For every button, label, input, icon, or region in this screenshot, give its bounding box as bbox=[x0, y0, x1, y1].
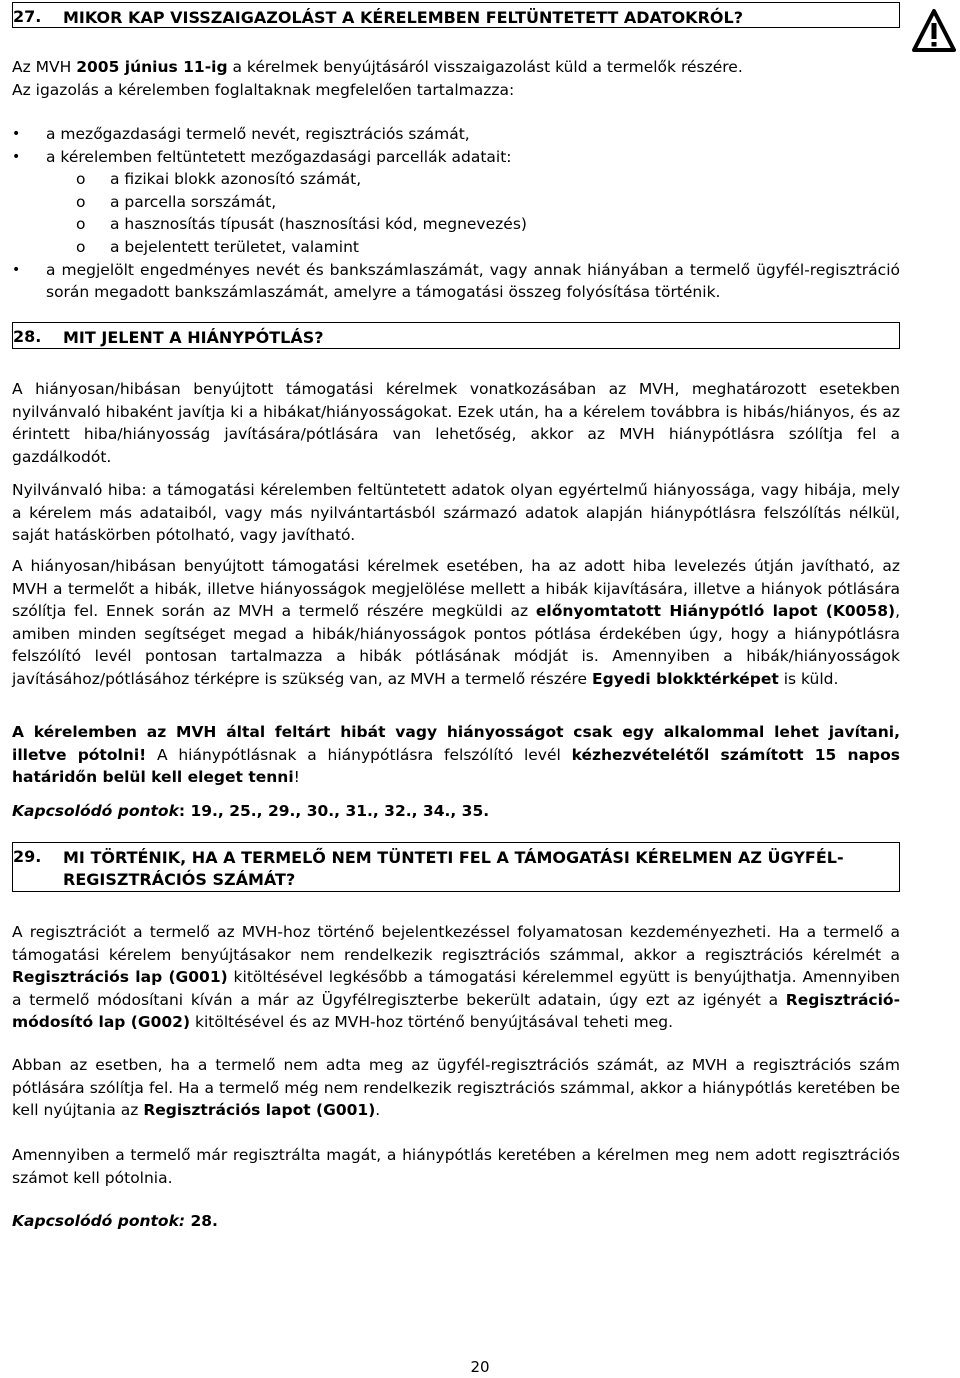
text: , amiben minden segítséget megad a hibák/hiányosságok pontos pótlása érdekében úgy, hogy a hiánypótlásra felszólító levél pontosan tartalmazza a hibák pótlásának módját is. Amennyiben a hibák/hiányosságok javításához/pótlásához térképre is szükség van, az MVH a termelő részére bbox=[12, 602, 900, 688]
s29-paragraph-2 bbox=[12, 1054, 900, 1122]
section-title: MIT JELENT A HIÁNYPÓTLÁS? bbox=[63, 328, 324, 347]
sub-list-item: o a hasznosítás típusát (hasznosítási kód, megnevezés) bbox=[12, 213, 900, 236]
s27-list bbox=[12, 123, 900, 304]
warning-triangle-icon bbox=[912, 8, 956, 54]
related-label: Kapcsolódó pontok bbox=[12, 802, 179, 820]
s29-paragraph-3: Amennyiben a termelő már regisztrálta magát, a hiánypótlás keretében a kérelmen meg nem adott regisztrációs számot kell pótolnia. bbox=[12, 1146, 900, 1187]
s28-paragraph-4 bbox=[12, 721, 900, 789]
section-number: 29. bbox=[13, 847, 42, 866]
sub-list-item: o a fizikai blokk azonosító számát, bbox=[12, 168, 900, 191]
section-title: MIKOR KAP VISSZAIGAZOLÁST A KÉRELEMBEN FELTÜNTETETT ADATOKRÓL? bbox=[63, 8, 743, 27]
text: kitöltésével legkésőbb a támogatási kérelemmel együtt is benyújthatja. Amennyiben a termelő módosítani kíván a már az Ügyfélregiszterbe bekerült adatain, úgy ezt az igényét a bbox=[12, 968, 901, 1009]
emphasis-text: kézhezvételétől számított 15 napos határidőn belül kell eleget tenni bbox=[12, 745, 901, 787]
text: is küld. bbox=[778, 669, 839, 688]
text: A hiánypótlásnak a hiánypótlásra felszólító levél bbox=[146, 745, 572, 764]
section-title: MI TÖRTÉNIK, HA A TERMELŐ NEM TÜNTETI FEL A TÁMOGATÁSI KÉRELMEN AZ ÜGYFÉL-REGISZTRÁCIÓS SZÁMÁT? bbox=[63, 848, 844, 889]
text: kitöltésével és az MVH-hoz történő benyújtásával teheti meg. bbox=[190, 1013, 674, 1032]
text: Az MVH bbox=[12, 58, 77, 76]
section-number: 28. bbox=[13, 327, 42, 346]
sub-list-item: o a parcella sorszámát, bbox=[12, 191, 900, 214]
form-name: előnyomtatott Hiánypótló lapot (K0058) bbox=[535, 602, 896, 621]
s28-related bbox=[12, 800, 900, 823]
text: A regisztrációt a termelő az MVH-hoz történő bejelentkezéssel folyamatosan kezdeményezheti. Ha a termelő a támogatási kérelem benyújtásakor nem rendelkezik regisztrációs számmal, akkor a regisztrációs kérelmét a bbox=[12, 923, 900, 964]
emphasis-text: A kérelemben az MVH által feltárt hibát vagy hiányosságot csak egy alkalommal lehet javítani, illetve pótolni! bbox=[12, 723, 900, 764]
related-label: Kapcsolódó pontok: bbox=[12, 1212, 186, 1230]
section-number: 27. bbox=[13, 7, 42, 26]
text: ! bbox=[293, 768, 300, 787]
sub-list-item: o a bejelentett területet, valamint bbox=[12, 236, 900, 259]
s29-related bbox=[12, 1210, 900, 1233]
map-name: Egyedi blokktérképet bbox=[592, 669, 779, 688]
section-28-heading bbox=[12, 322, 900, 349]
related-values: : 19., 25., 29., 30., 31., 32., 34., 35. bbox=[178, 802, 490, 820]
s29-paragraph-1 bbox=[12, 921, 900, 1034]
list-item: • a mezőgazdasági termelő nevét, regisztrációs számát, bbox=[12, 123, 900, 146]
s28-paragraph-3 bbox=[12, 555, 900, 691]
text: Abban az esetben, ha a termelő nem adta meg az ügyfél-regisztrációs számát, az MVH a regisztrációs szám pótlására szólítja fel. Ha a termelő még nem rendelkezik regisztrációs számmal, akkor a hiánypótlás keretében be kell nyújtania az bbox=[12, 1056, 900, 1120]
deadline-text: 2005 június 11-ig bbox=[76, 58, 228, 76]
form-name: Regisztráció-módosító lap (G002) bbox=[12, 990, 900, 1032]
s28-paragraph-1: A hiányosan/hibásan benyújtott támogatási kérelmek vonatkozásában az MVH, meghatározott esetekben nyilvánvaló hibaként javítja ki a hibákat/hiányosságokat. Ezek után, ha a kérelem továbbra is hibás/hiányos, és az érintett hiba/hiányosság javítására/pótlására van lehetőség, akkor az MVH hiánypótlásra szólítja fel a gazdálkodót. bbox=[12, 380, 900, 466]
text: . bbox=[375, 1101, 381, 1120]
page-number: 20 bbox=[470, 1358, 490, 1376]
text: A hiányosan/hibásan benyújtott támogatási kérelmek esetében, ha az adott hiba levelezés útján javítható, az MVH a termelőt a hibák, illetve hiányosságok megjelölése mellett a hibák kijavítására, illetve a hiányok pótlására szólítja fel. Ennek során az MVH a termelő részére megküldi az bbox=[12, 557, 900, 621]
section-29-heading bbox=[12, 842, 900, 892]
s28-paragraph-2: Nyilvánvaló hiba: a támogatási kérelemben feltüntetett adatok olyan egyértelmű hiányossága, vagy hibája, mely a kérelem más adataiból, vagy más nyilvántartásból származó adatok alapján hiánypótlásra felszólítás nélkül, saját hatáskörben pótolható, vagy javítható. bbox=[12, 481, 900, 545]
list-item: • a kérelemben feltüntetett mezőgazdasági parcellák adatait: bbox=[12, 146, 900, 169]
s27-intro bbox=[12, 56, 900, 79]
s27-intro2: Az igazolás a kérelemben foglaltaknak megfelelően tartalmazza: bbox=[12, 81, 515, 99]
related-values: 28. bbox=[185, 1212, 218, 1230]
form-name: Regisztrációs lap (G001) bbox=[12, 968, 228, 987]
list-item: • a megjelölt engedményes nevét és bankszámlaszámát, vagy annak hiányában a termelő ügyfél-regisztráció során megadott bankszámlaszámát, amelyre a támogatási összeg folyósítása történik. bbox=[12, 259, 900, 304]
text: a kérelmek benyújtásáról visszaigazolást küld a termelők részére. bbox=[227, 58, 743, 76]
form-name: Regisztrációs lapot (G001) bbox=[143, 1101, 376, 1120]
section-27-heading bbox=[12, 2, 900, 28]
